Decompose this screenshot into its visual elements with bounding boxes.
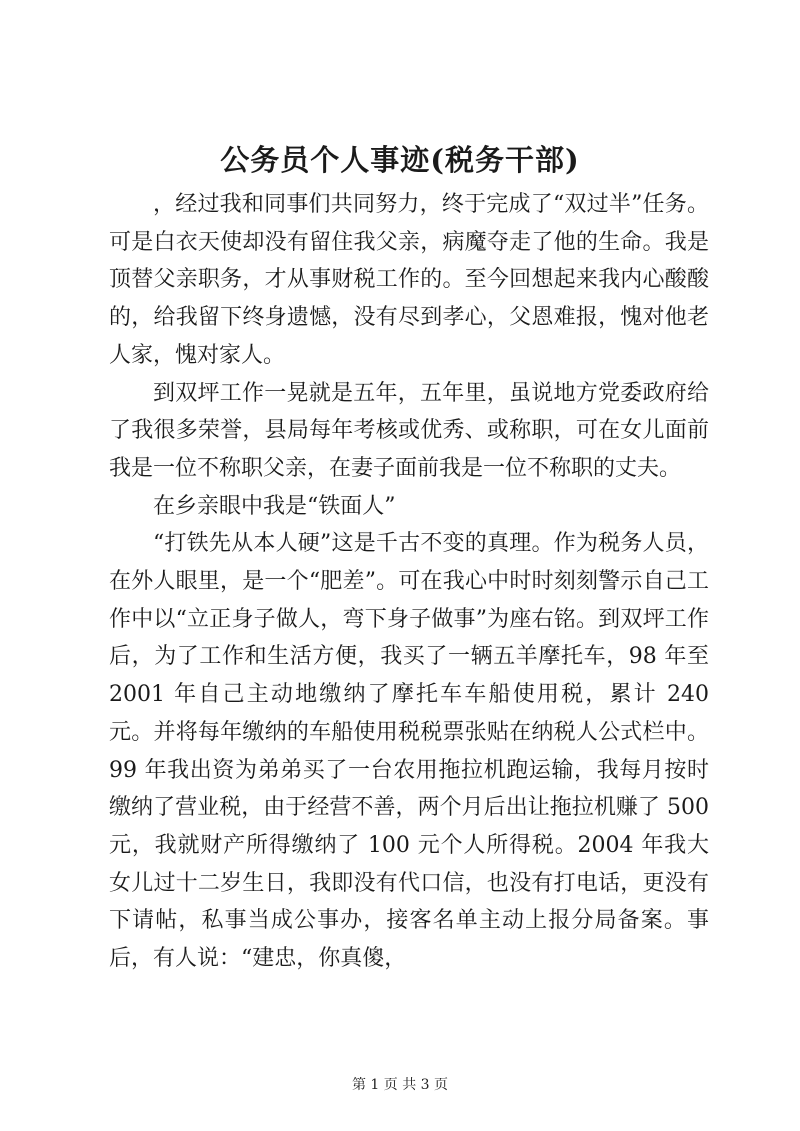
document-title: 公务员个人事迹(税务干部): [220, 143, 580, 177]
paragraph: 到双坪工作一晃就是五年，五年里，虽说地方党委政府给了我很多荣誉，县局每年考核或优秀、或称职，可在女儿面前我是一位不称职父亲，在妻子面前我是一位不称职的丈夫。: [109, 380, 709, 481]
paragraph: “打铁先从本人硬”这是千古不变的真理。作为税务人员，在外人眼里，是一个“肥差”。可在我心中时时刻刻警示自己工作中以“立正身子做人，弯下身子做事”为座右铭。到双坪工作后，为了工作和生活方便，我买了一辆五羊摩托车，98 年至 2001 年自己主动地缴纳了摩托车车船使用税，累计 240 元。并将每年缴纳的车船使用税税票张贴在纳税人公式栏中。99 年我出资为弟弟买了一台农用拖拉机跑运输，我每月按时缴纳了营业税，由于经营不善，两个月后出让拖拉机赚了 500 元，我就财产所得缴纳了 100 元个人所得税。2004 年我大女儿过十二岁生日，我即没有代口信，也没有打电话，更没有下请帖，私事当成公事办，接客名单主动上报分局备案。事后，有人说：“建忠，你真傻，: [109, 531, 709, 972]
paragraph: ，经过我和同事们共同努力，终于完成了“双过半”任务。可是白衣天使却没有留住我父亲，病魔夺走了他的生命。我是顶替父亲职务，才从事财税工作的。至今回想起来我内心酸酸的，给我留下终身遗憾，没有尽到孝心，父恩难报，愧对他老人家，愧对家人。: [109, 192, 709, 368]
page-footer: 第 1 页 共 3 页: [351, 1077, 449, 1093]
paragraph: 在乡亲眼中我是“铁面人”: [153, 493, 396, 519]
document-body: [109, 186, 709, 978]
